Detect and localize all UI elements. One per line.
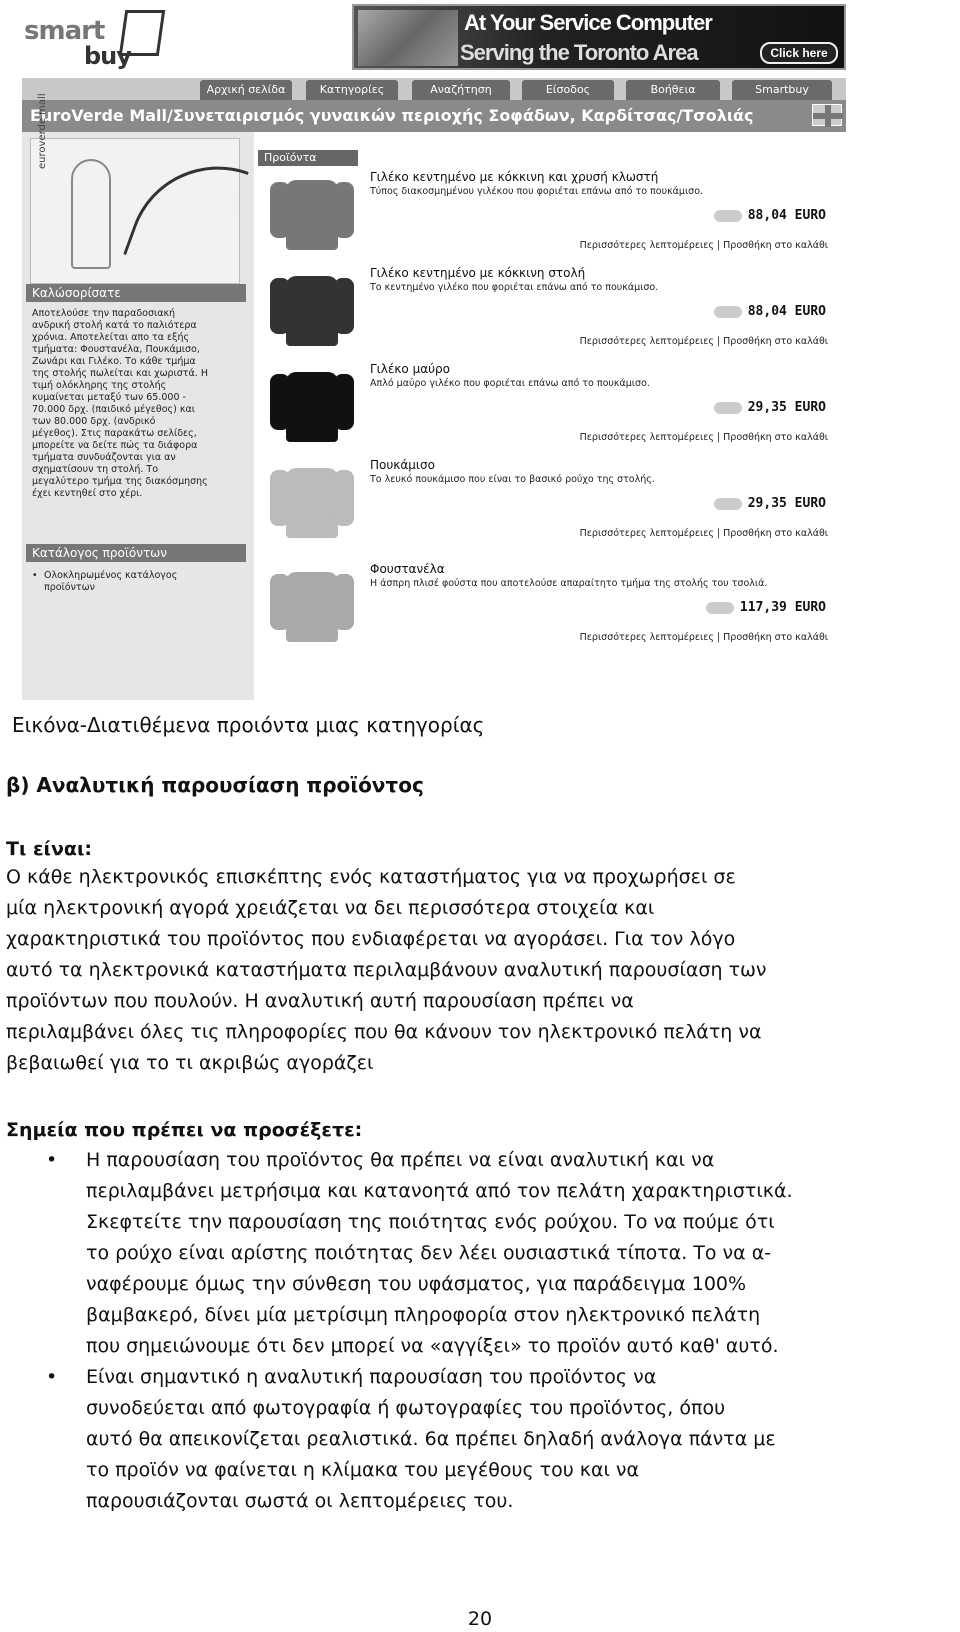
figure-caption: Εικόνα-Διατιθέμενα προιόντα μιας κατηγορίας	[12, 713, 485, 737]
product-price	[714, 496, 826, 511]
product-card	[254, 360, 846, 456]
price-tag-icon	[706, 602, 734, 614]
paragraph-line: προϊόντων που πουλούν. Η αναλυτική αυτή παρουσίαση πρέπει να	[6, 990, 634, 1012]
bullet-line: ναφέρουμε όμως την σύνθεση του υφάσματος, για παράδειγμα 100%	[86, 1273, 747, 1295]
welcome-line: κυμαίνεται μεταξύ των 65.000 -	[32, 392, 186, 403]
paragraph-line: χαρακτηριστικά του προϊόντος που ενδιαφέρεται να αγοράσει. Για τον λόγο	[6, 928, 736, 950]
figure-drawing	[71, 159, 111, 269]
banner-line2: Serving the Toronto Area	[460, 40, 698, 65]
full-catalog-link[interactable]	[32, 570, 242, 594]
product-links[interactable]: Περισσότερες λεπτομέρειες | Προσθήκη στο καλάθι	[579, 528, 828, 539]
product-description: Το λευκό πουκάμισο που είναι το βασικό ρούχο της στολής.	[370, 474, 655, 485]
product-title[interactable]: Φουστανέλα	[370, 562, 445, 576]
tab-help[interactable]: Βοήθεια	[626, 80, 720, 100]
welcome-line: Ζωνάρι και Γιλέκο. Το κάθε τμήμα	[32, 356, 196, 367]
product-links[interactable]: Περισσότερες λεπτομέρειες | Προσθήκη στο καλάθι	[579, 240, 828, 251]
paragraph-line: περιλαμβάνει όλες τις πληροφορίες που θα κάνουν τον ηλεκτρονικό πελάτη να	[6, 1021, 762, 1043]
product-description: Απλό μαύρο γιλέκο που φοριέται επάνω από το πουκάμισο.	[370, 378, 650, 389]
product-description: Το κεντημένο γιλέκο που φοριέται επάνω από το πουκάμισο.	[370, 282, 659, 293]
smartbuy-logo	[22, 8, 172, 70]
price-value: 29,35 EURO	[747, 496, 826, 511]
mall-title: EuroVerde Mall/Συνεταιρισμός γυναικών περιοχής Σοφάδων, Καρδίτσας/Τσολιάς	[30, 106, 754, 125]
welcome-line: τμήματα: Φουστανέλα, Πουκάμισο,	[32, 344, 200, 355]
illustration-label: euroverde mall	[37, 93, 48, 169]
tab-smartbuy[interactable]: Smartbuy	[732, 80, 832, 100]
section-heading: β) Αναλυτική παρουσίαση προϊόντος	[6, 773, 424, 797]
welcome-line: των 80.000 δρχ. (ανδρικό	[32, 416, 156, 427]
product-listing-screenshot	[22, 0, 846, 700]
bullet-line: το προϊόν να φαίνεται η κλίμακα του μεγέθους του και να	[86, 1459, 640, 1481]
product-description: Η άσπρη πλισέ φούστα που αποτελούσε απαραίτητο τμήμα της στολής του τσολιά.	[370, 578, 768, 589]
price-value: 117,39 EURO	[739, 600, 826, 615]
welcome-line: μπορείτε να δείτε πώς τα διάφορα	[32, 440, 198, 451]
product-card	[254, 168, 846, 264]
banner-line1: At Your Service Computer	[464, 10, 712, 35]
product-title[interactable]: Γιλέκο κεντημένο με κόκκινη και χρυσή κλωστή	[370, 170, 659, 184]
bullet-line: Είναι σημαντικό η αναλυτική παρουσίαση του προϊόντος να	[86, 1366, 657, 1388]
bullet-line: που σημειώνουμε ότι δεν μπορεί να «αγγίξει» το προϊόν αυτό καθ' αυτό.	[86, 1335, 779, 1357]
price-tag-icon	[714, 402, 742, 414]
product-price	[706, 600, 826, 615]
product-card	[254, 456, 846, 552]
product-links[interactable]: Περισσότερες λεπτομέρειες | Προσθήκη στο καλάθι	[579, 336, 828, 347]
paragraph-line: βεβαιωθεί για το τι ακριβώς αγοράζει	[6, 1052, 374, 1074]
welcome-text	[32, 308, 242, 500]
bullet-line: Η παρουσίαση του προϊόντος θα πρέπει να είναι αναλυτική και να	[86, 1149, 715, 1171]
product-title[interactable]: Γιλέκο μαύρο	[370, 362, 451, 376]
paragraph-line: αυτό τα ηλεκτρονικά καταστήματα περιλαμβάνουν αναλυτική παρουσίαση των	[6, 959, 767, 981]
bullet-line: αυτό θα απεικονίζεται ρεαλιστικά. 6α πρέπει δηλαδή ανάλογα πάντα με	[86, 1428, 776, 1450]
products-heading: Προϊόντα	[258, 150, 358, 166]
banner-photo	[358, 10, 458, 66]
bullet-line: βαμβακερό, δίνει μία μετρίσιμη πληροφορία στον ηλεκτρονικό πελάτη	[86, 1304, 761, 1326]
product-title[interactable]: Πουκάμισο	[370, 458, 435, 472]
uk-flag-icon[interactable]	[812, 104, 842, 126]
palm-drawing	[123, 141, 249, 285]
points-title: Σημεία που πρέπει να προσέξετε:	[6, 1119, 363, 1141]
bullet-line: συνοδεύεται από φωτογραφία ή φωτογραφίες του προϊόντος, όπου	[86, 1397, 726, 1419]
bullet-line: παρουσιάζονται σωστά οι λεπτομέρειες του.	[86, 1490, 514, 1512]
product-links[interactable]: Περισσότερες λεπτομέρειες | Προσθήκη στο καλάθι	[579, 632, 828, 643]
page-number: 20	[467, 1608, 493, 1630]
welcome-line: έχει κεντηθεί στο χέρι.	[32, 488, 143, 499]
bullet-icon: •	[46, 1149, 58, 1171]
welcome-line: της στολής πωλείται και χωριστά. Η	[32, 368, 208, 379]
welcome-line: ανδρική στολή κατά το παλιότερα	[32, 320, 197, 331]
what-is-paragraph	[6, 862, 767, 1079]
product-price	[714, 208, 826, 223]
ad-banner[interactable]	[352, 4, 846, 70]
bullet-line: Σκεφτείτε την παρουσίαση της ποιότητας ενός ρούχου. Το να πούμε ότι	[86, 1211, 775, 1233]
bullet-icon: •	[46, 1366, 58, 1388]
mall-title-bar	[22, 100, 846, 132]
nav-bar	[22, 78, 846, 100]
catalog-item-line: • Ολοκληρωμένος κατάλογος	[44, 570, 178, 581]
what-is-title: Τι είναι:	[6, 838, 92, 860]
tab-login[interactable]: Είσοδος	[522, 80, 614, 100]
welcome-line: τμήματα συνδυάζονται για αν	[32, 452, 176, 463]
welcome-line: σχηματίσουν τη στολή. Το	[32, 464, 159, 475]
paragraph-line: μία ηλεκτρονική αγορά χρειάζεται να δει περισσότερα στοιχεία και	[6, 897, 655, 919]
price-tag-icon	[714, 306, 742, 318]
logo-text-bottom: buy	[84, 42, 131, 70]
tab-categories[interactable]: Κατηγορίες	[306, 80, 398, 100]
product-photo	[264, 368, 360, 446]
product-description: Τύπος διακοσμημένου γιλέκου που φοριέται επάνω από το πουκάμισο.	[370, 186, 704, 197]
price-value: 29,35 EURO	[747, 400, 826, 415]
price-value: 88,04 EURO	[747, 208, 826, 223]
product-photo	[264, 568, 360, 646]
welcome-line: χρόνια. Αποτελείται απο τα εξής	[32, 332, 190, 343]
product-photo	[264, 272, 360, 350]
product-price	[714, 400, 826, 415]
welcome-line: 70.000 δρχ. (παιδικό μέγεθος) και	[32, 404, 195, 415]
catalog-item-line: προϊόντων	[44, 582, 95, 593]
banner-click-button[interactable]: Click here	[760, 42, 838, 64]
product-card	[254, 560, 846, 656]
costume-illustration	[30, 93, 240, 284]
welcome-line: μέγεθος). Στις παρακάτω σελίδες,	[32, 428, 197, 439]
product-links[interactable]: Περισσότερες λεπτομέρειες | Προσθήκη στο καλάθι	[579, 432, 828, 443]
price-value: 88,04 EURO	[747, 304, 826, 319]
shopping-bag-icon	[119, 10, 165, 56]
bullet-line: περιλαμβάνει μετρήσιμα και κατανοητά από τον πελάτη χαρακτηριστικά.	[86, 1180, 793, 1202]
paragraph-line: Ο κάθε ηλεκτρονικός επισκέπτης ενός καταστήματος για να προχωρήσει σε	[6, 866, 736, 888]
price-tag-icon	[714, 498, 742, 510]
tab-home[interactable]: Αρχική σελίδα	[200, 80, 292, 100]
product-photo	[264, 176, 360, 254]
catalog-heading: Κατάλογος προϊόντων	[26, 544, 246, 562]
bullet-line: το ρούχο είναι αρίστης ποιότητας δεν λέει ουσιαστικά τίποτα. Το να α-	[86, 1242, 772, 1264]
price-tag-icon	[714, 210, 742, 222]
product-photo	[264, 464, 360, 542]
product-card	[254, 264, 846, 360]
logo-text-top: smart	[24, 16, 105, 46]
product-title[interactable]: Γιλέκο κεντημένο με κόκκινη στολή	[370, 266, 586, 280]
welcome-line: μεγαλύτερο τμήμα της διακόσμησης	[32, 476, 208, 487]
welcome-line: τιμή ολόκληρης της στολής	[32, 380, 167, 391]
product-price	[714, 304, 826, 319]
welcome-line: Αποτελούσε την παραδοσιακή	[32, 308, 176, 319]
tab-search[interactable]: Αναζήτηση	[412, 80, 510, 100]
welcome-heading: Καλώσορίσατε	[26, 284, 246, 302]
left-sidebar	[22, 93, 254, 700]
